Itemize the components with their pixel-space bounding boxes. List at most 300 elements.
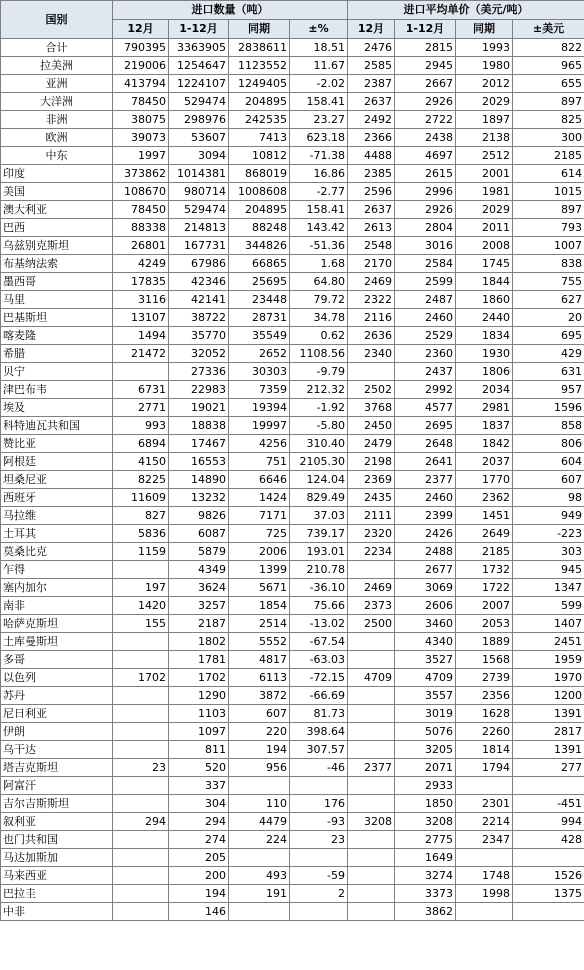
table-row xyxy=(1,291,584,309)
value-cell: 631 xyxy=(513,363,584,381)
country-cell: 叙利亚 xyxy=(1,813,113,831)
value-cell: 2006 xyxy=(229,543,290,561)
value-cell: 35770 xyxy=(169,327,229,345)
value-cell: 1494 xyxy=(113,327,169,345)
price-ytd-header: 1-12月 xyxy=(395,20,456,39)
value-cell: 655 xyxy=(513,75,584,93)
value-cell: 3557 xyxy=(395,687,456,705)
value-cell: 1854 xyxy=(229,597,290,615)
value-cell: 88338 xyxy=(113,219,169,237)
value-cell: 304 xyxy=(169,795,229,813)
value-cell: 16.86 xyxy=(290,165,348,183)
country-cell: 以色列 xyxy=(1,669,113,687)
value-cell: 980714 xyxy=(169,183,229,201)
value-cell: 965 xyxy=(513,57,584,75)
value-cell: 146 xyxy=(169,903,229,921)
value-cell: 242535 xyxy=(229,111,290,129)
value-cell xyxy=(513,777,584,795)
value-cell: 2637 xyxy=(348,201,395,219)
value-cell: 14890 xyxy=(169,471,229,489)
country-cell: 南非 xyxy=(1,597,113,615)
table-row xyxy=(1,237,584,255)
value-cell: 2838611 xyxy=(229,39,290,57)
value-cell: 13232 xyxy=(169,489,229,507)
value-cell: 39073 xyxy=(113,129,169,147)
value-cell: 78450 xyxy=(113,201,169,219)
value-cell: 2366 xyxy=(348,129,395,147)
value-cell: -63.03 xyxy=(290,651,348,669)
table-row xyxy=(1,525,584,543)
value-cell: 6646 xyxy=(229,471,290,489)
value-cell: 2649 xyxy=(456,525,513,543)
value-cell xyxy=(348,903,395,921)
value-cell: 1008608 xyxy=(229,183,290,201)
value-cell: 3016 xyxy=(395,237,456,255)
table-row xyxy=(1,255,584,273)
value-cell: 2451 xyxy=(513,633,584,651)
value-cell: 3274 xyxy=(395,867,456,885)
table-row xyxy=(1,453,584,471)
value-cell: 98 xyxy=(513,489,584,507)
value-cell: 2116 xyxy=(348,309,395,327)
value-cell: 143.42 xyxy=(290,219,348,237)
value-cell: 6731 xyxy=(113,381,169,399)
value-cell: -451 xyxy=(513,795,584,813)
value-cell: 5836 xyxy=(113,525,169,543)
country-cell: 乍得 xyxy=(1,561,113,579)
value-cell: 2500 xyxy=(348,615,395,633)
import-qty-header: 进口数量（吨） xyxy=(113,1,348,20)
value-cell: 627 xyxy=(513,291,584,309)
value-cell: 25695 xyxy=(229,273,290,291)
value-cell: 1970 xyxy=(513,669,584,687)
value-cell: 4817 xyxy=(229,651,290,669)
value-cell: 6894 xyxy=(113,435,169,453)
table-row xyxy=(1,39,584,57)
value-cell xyxy=(113,723,169,741)
country-cell: 多哥 xyxy=(1,651,113,669)
value-cell: 2487 xyxy=(395,291,456,309)
table-row xyxy=(1,741,584,759)
value-cell: 3116 xyxy=(113,291,169,309)
value-cell: 1770 xyxy=(456,471,513,489)
value-cell: 1420 xyxy=(113,597,169,615)
value-cell: 790395 xyxy=(113,39,169,57)
value-cell xyxy=(113,867,169,885)
value-cell: 2460 xyxy=(395,489,456,507)
table-row xyxy=(1,597,584,615)
value-cell: 822 xyxy=(513,39,584,57)
value-cell: 204895 xyxy=(229,93,290,111)
value-cell: 373862 xyxy=(113,165,169,183)
value-cell: 1224107 xyxy=(169,75,229,93)
value-cell: 2514 xyxy=(229,615,290,633)
qty-change-header: ±% xyxy=(290,20,348,39)
value-cell: 1844 xyxy=(456,273,513,291)
value-cell: 19394 xyxy=(229,399,290,417)
value-cell: 2377 xyxy=(395,471,456,489)
value-cell: 4577 xyxy=(395,399,456,417)
value-cell: 614 xyxy=(513,165,584,183)
value-cell: 1526 xyxy=(513,867,584,885)
qty-prev-header: 同期 xyxy=(229,20,290,39)
value-cell xyxy=(348,831,395,849)
value-cell: 158.41 xyxy=(290,201,348,219)
value-cell: 4697 xyxy=(395,147,456,165)
value-cell: 695 xyxy=(513,327,584,345)
value-cell: -13.02 xyxy=(290,615,348,633)
table-row xyxy=(1,345,584,363)
country-cell: 巴西 xyxy=(1,219,113,237)
value-cell: 2437 xyxy=(395,363,456,381)
value-cell: 725 xyxy=(229,525,290,543)
value-cell: 1889 xyxy=(456,633,513,651)
value-cell: 2053 xyxy=(456,615,513,633)
country-cell: 西班牙 xyxy=(1,489,113,507)
value-cell: 2695 xyxy=(395,417,456,435)
value-cell: 4709 xyxy=(395,669,456,687)
value-cell: 1407 xyxy=(513,615,584,633)
value-cell: 755 xyxy=(513,273,584,291)
value-cell: 2996 xyxy=(395,183,456,201)
table-row xyxy=(1,183,584,201)
value-cell: 2926 xyxy=(395,201,456,219)
value-cell: 110 xyxy=(229,795,290,813)
value-cell: 1850 xyxy=(395,795,456,813)
value-cell: 303 xyxy=(513,543,584,561)
country-cell: 布基纳法索 xyxy=(1,255,113,273)
value-cell: 2385 xyxy=(348,165,395,183)
value-cell: 2469 xyxy=(348,273,395,291)
value-cell: 42346 xyxy=(169,273,229,291)
value-cell: 2469 xyxy=(348,579,395,597)
country-cell: 赞比亚 xyxy=(1,435,113,453)
value-cell: 124.04 xyxy=(290,471,348,489)
table-row xyxy=(1,651,584,669)
value-cell: 520 xyxy=(169,759,229,777)
value-cell: 793 xyxy=(513,219,584,237)
value-cell: 806 xyxy=(513,435,584,453)
value-cell: 607 xyxy=(513,471,584,489)
value-cell: 34.78 xyxy=(290,309,348,327)
country-cell: 澳大利亚 xyxy=(1,201,113,219)
value-cell: 2362 xyxy=(456,489,513,507)
value-cell: 5671 xyxy=(229,579,290,597)
value-cell: 3205 xyxy=(395,741,456,759)
value-cell: 1290 xyxy=(169,687,229,705)
country-cell: 坦桑尼亚 xyxy=(1,471,113,489)
value-cell: 2804 xyxy=(395,219,456,237)
value-cell: 2138 xyxy=(456,129,513,147)
value-cell: 1781 xyxy=(169,651,229,669)
value-cell: 2440 xyxy=(456,309,513,327)
value-cell: 53607 xyxy=(169,129,229,147)
value-cell: -1.92 xyxy=(290,399,348,417)
value-cell: 4150 xyxy=(113,453,169,471)
value-cell: 493 xyxy=(229,867,290,885)
value-cell: 1568 xyxy=(456,651,513,669)
value-cell: 3460 xyxy=(395,615,456,633)
value-cell: 344826 xyxy=(229,237,290,255)
value-cell: 2599 xyxy=(395,273,456,291)
value-cell: 2340 xyxy=(348,345,395,363)
value-cell: 4256 xyxy=(229,435,290,453)
country-cell: 巴拉圭 xyxy=(1,885,113,903)
value-cell: 2037 xyxy=(456,453,513,471)
value-cell: 1375 xyxy=(513,885,584,903)
price-change-header: ±美元 xyxy=(513,20,584,39)
value-cell xyxy=(348,867,395,885)
value-cell: 1159 xyxy=(113,543,169,561)
value-cell: 428 xyxy=(513,831,584,849)
value-cell: 2029 xyxy=(456,201,513,219)
value-cell: 294 xyxy=(113,813,169,831)
value-cell xyxy=(113,777,169,795)
value-cell xyxy=(456,903,513,921)
value-cell: 2479 xyxy=(348,435,395,453)
value-cell: 2320 xyxy=(348,525,395,543)
table-row xyxy=(1,615,584,633)
value-cell: 2105.30 xyxy=(290,453,348,471)
value-cell: 739.17 xyxy=(290,525,348,543)
value-cell: 2667 xyxy=(395,75,456,93)
value-cell: 7171 xyxy=(229,507,290,525)
value-cell: 1015 xyxy=(513,183,584,201)
table-row xyxy=(1,363,584,381)
value-cell: 2435 xyxy=(348,489,395,507)
value-cell: 6087 xyxy=(169,525,229,543)
value-cell: 4488 xyxy=(348,147,395,165)
value-cell: 6113 xyxy=(229,669,290,687)
value-cell: 945 xyxy=(513,561,584,579)
value-cell: 3768 xyxy=(348,399,395,417)
value-cell: -9.79 xyxy=(290,363,348,381)
value-cell: 1391 xyxy=(513,741,584,759)
value-cell: 413794 xyxy=(113,75,169,93)
value-cell: 2945 xyxy=(395,57,456,75)
table-row xyxy=(1,561,584,579)
value-cell: 1702 xyxy=(113,669,169,687)
value-cell: 1748 xyxy=(456,867,513,885)
value-cell: 2775 xyxy=(395,831,456,849)
table-row xyxy=(1,165,584,183)
value-cell: 2426 xyxy=(395,525,456,543)
value-cell: 4249 xyxy=(113,255,169,273)
price-prev-header: 同期 xyxy=(456,20,513,39)
value-cell: 26801 xyxy=(113,237,169,255)
country-cell: 马达加斯加 xyxy=(1,849,113,867)
value-cell: 2502 xyxy=(348,381,395,399)
value-cell: 398.64 xyxy=(290,723,348,741)
value-cell: 604 xyxy=(513,453,584,471)
country-cell: 也门共和国 xyxy=(1,831,113,849)
value-cell: 108670 xyxy=(113,183,169,201)
value-cell xyxy=(290,849,348,867)
value-cell: 897 xyxy=(513,201,584,219)
value-cell: 2260 xyxy=(456,723,513,741)
value-cell: 64.80 xyxy=(290,273,348,291)
value-cell xyxy=(456,777,513,795)
value-cell: 79.72 xyxy=(290,291,348,309)
value-cell: 18838 xyxy=(169,417,229,435)
table-row xyxy=(1,777,584,795)
value-cell: 1993 xyxy=(456,39,513,57)
country-cell: 中非 xyxy=(1,903,113,921)
value-cell: 1391 xyxy=(513,705,584,723)
table-row xyxy=(1,903,584,921)
value-cell: 10812 xyxy=(229,147,290,165)
value-cell: 829.49 xyxy=(290,489,348,507)
value-cell xyxy=(290,777,348,795)
table-row xyxy=(1,381,584,399)
value-cell: 751 xyxy=(229,453,290,471)
table-row xyxy=(1,795,584,813)
value-cell: 81.73 xyxy=(290,705,348,723)
country-cell: 马来西亚 xyxy=(1,867,113,885)
value-cell: 2111 xyxy=(348,507,395,525)
value-cell: 1860 xyxy=(456,291,513,309)
value-cell: 38075 xyxy=(113,111,169,129)
value-cell: 7413 xyxy=(229,129,290,147)
value-cell: 1.68 xyxy=(290,255,348,273)
value-cell: 1424 xyxy=(229,489,290,507)
value-cell: 1732 xyxy=(456,561,513,579)
value-cell: 2584 xyxy=(395,255,456,273)
value-cell: 2606 xyxy=(395,597,456,615)
value-cell: 205 xyxy=(169,849,229,867)
value-cell: 200 xyxy=(169,867,229,885)
value-cell: 2637 xyxy=(348,93,395,111)
value-cell: 3069 xyxy=(395,579,456,597)
value-cell: 1347 xyxy=(513,579,584,597)
country-cell: 贝宁 xyxy=(1,363,113,381)
value-cell: 994 xyxy=(513,813,584,831)
country-cell: 乌干达 xyxy=(1,741,113,759)
value-cell: 32052 xyxy=(169,345,229,363)
value-cell: 897 xyxy=(513,93,584,111)
value-cell: 1814 xyxy=(456,741,513,759)
value-cell xyxy=(113,687,169,705)
table-row xyxy=(1,309,584,327)
table-row xyxy=(1,633,584,651)
country-cell: 津巴布韦 xyxy=(1,381,113,399)
value-cell: 191 xyxy=(229,885,290,903)
value-cell: 2613 xyxy=(348,219,395,237)
value-cell: 17467 xyxy=(169,435,229,453)
value-cell: 957 xyxy=(513,381,584,399)
country-cell: 塔吉克斯坦 xyxy=(1,759,113,777)
value-cell: 197 xyxy=(113,579,169,597)
value-cell: 210.78 xyxy=(290,561,348,579)
country-cell: 塞内加尔 xyxy=(1,579,113,597)
value-cell: 2007 xyxy=(456,597,513,615)
value-cell: 2652 xyxy=(229,345,290,363)
table-row xyxy=(1,201,584,219)
value-cell xyxy=(513,903,584,921)
value-cell xyxy=(113,561,169,579)
value-cell xyxy=(113,705,169,723)
value-cell: 2585 xyxy=(348,57,395,75)
value-cell xyxy=(513,849,584,867)
value-cell: 42141 xyxy=(169,291,229,309)
value-cell: 2648 xyxy=(395,435,456,453)
value-cell xyxy=(113,741,169,759)
value-cell: 19021 xyxy=(169,399,229,417)
value-cell: 20 xyxy=(513,309,584,327)
country-cell: 喀麦隆 xyxy=(1,327,113,345)
value-cell: 529474 xyxy=(169,93,229,111)
value-cell: 18.51 xyxy=(290,39,348,57)
table-row xyxy=(1,75,584,93)
value-cell: 2641 xyxy=(395,453,456,471)
value-cell: 2529 xyxy=(395,327,456,345)
value-cell: 3624 xyxy=(169,579,229,597)
value-cell: 21472 xyxy=(113,345,169,363)
table-row xyxy=(1,831,584,849)
value-cell: 4479 xyxy=(229,813,290,831)
value-cell: 11.67 xyxy=(290,57,348,75)
value-cell: 1254647 xyxy=(169,57,229,75)
value-cell: 1628 xyxy=(456,705,513,723)
value-cell: 30303 xyxy=(229,363,290,381)
country-cell: 合计 xyxy=(1,39,113,57)
value-cell xyxy=(290,903,348,921)
avg-price-header: 进口平均单价（美元/吨） xyxy=(348,1,584,20)
country-cell: 中东 xyxy=(1,147,113,165)
value-cell: 193.01 xyxy=(290,543,348,561)
value-cell xyxy=(229,777,290,795)
value-cell: -67.54 xyxy=(290,633,348,651)
value-cell: 1998 xyxy=(456,885,513,903)
country-cell: 土库曼斯坦 xyxy=(1,633,113,651)
value-cell: 22983 xyxy=(169,381,229,399)
table-row xyxy=(1,471,584,489)
value-cell: 1930 xyxy=(456,345,513,363)
value-cell: 5879 xyxy=(169,543,229,561)
value-cell: 2771 xyxy=(113,399,169,417)
price-dec-header: 12月 xyxy=(348,20,395,39)
value-cell: 27336 xyxy=(169,363,229,381)
value-cell: 277 xyxy=(513,759,584,777)
value-cell: 5076 xyxy=(395,723,456,741)
value-cell: 78450 xyxy=(113,93,169,111)
value-cell: 1842 xyxy=(456,435,513,453)
value-cell: 1837 xyxy=(456,417,513,435)
country-cell: 苏丹 xyxy=(1,687,113,705)
country-cell: 欧洲 xyxy=(1,129,113,147)
value-cell: -66.69 xyxy=(290,687,348,705)
value-cell: 2187 xyxy=(169,615,229,633)
country-cell: 印度 xyxy=(1,165,113,183)
value-cell: 1745 xyxy=(456,255,513,273)
value-cell xyxy=(113,849,169,867)
value-cell xyxy=(113,795,169,813)
value-cell: 1123552 xyxy=(229,57,290,75)
value-cell: 1249405 xyxy=(229,75,290,93)
value-cell: 2301 xyxy=(456,795,513,813)
value-cell: 66865 xyxy=(229,255,290,273)
value-cell: 1649 xyxy=(395,849,456,867)
value-cell xyxy=(348,795,395,813)
table-row xyxy=(1,687,584,705)
value-cell: 993 xyxy=(113,417,169,435)
value-cell: 1200 xyxy=(513,687,584,705)
value-cell: -51.36 xyxy=(290,237,348,255)
country-cell: 阿富汗 xyxy=(1,777,113,795)
value-cell: 1802 xyxy=(169,633,229,651)
country-cell: 土耳其 xyxy=(1,525,113,543)
table-row xyxy=(1,219,584,237)
